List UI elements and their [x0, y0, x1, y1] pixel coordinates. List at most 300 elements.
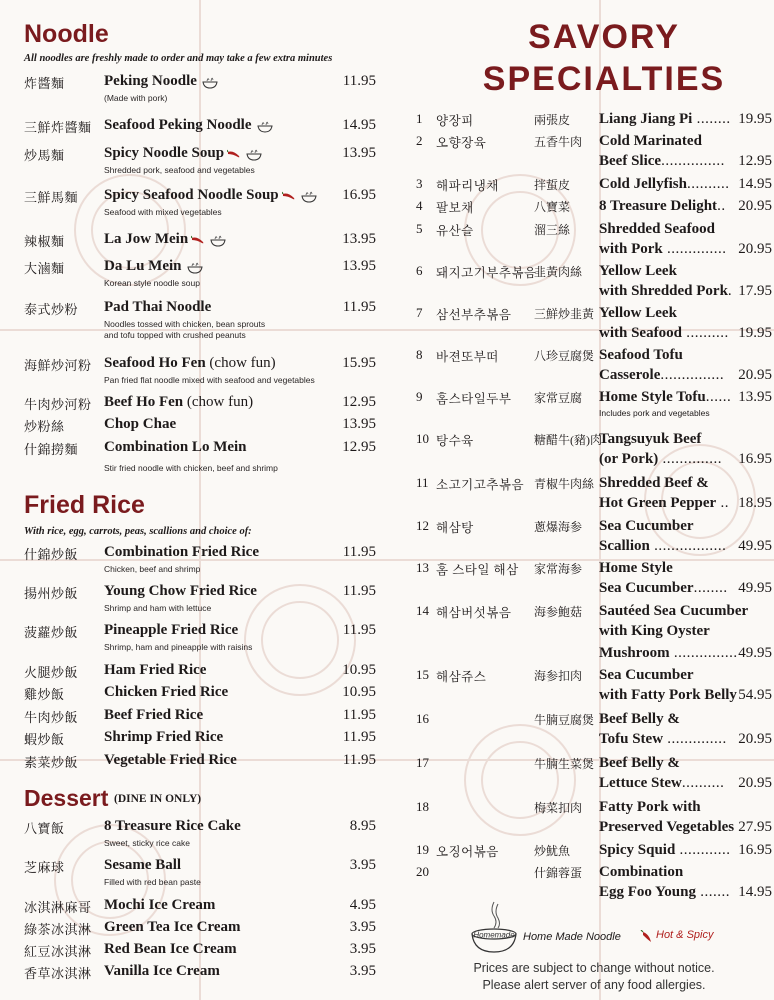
item-chinese: 牛肉炒飯 — [24, 710, 79, 725]
item-name: Vanilla Ice Cream — [104, 963, 220, 979]
item-name: Combination Lo Mein — [104, 439, 247, 455]
item-chinese: 火腿炒飯 — [24, 665, 79, 680]
specialty-name-text: Seafood Tofu — [599, 347, 683, 363]
specialty-name-text: Casserole — [599, 367, 661, 383]
specialty-price: 49.95 — [738, 538, 772, 554]
specialty-name-line2 — [599, 451, 722, 468]
specialty-item — [416, 842, 772, 862]
specialty-name-text: Yellow Leek — [599, 305, 677, 321]
specialty-item — [416, 221, 772, 257]
specialty-name-text: Beef Belly & — [599, 711, 680, 727]
specialty-korean: 유산슬 — [436, 224, 474, 238]
specialty-number: 15 — [416, 667, 429, 682]
item-price: 4.95 — [349, 897, 376, 913]
specialty-price: 20.95 — [738, 775, 772, 791]
specialty-name-line1 — [599, 305, 677, 322]
specialty-korean: 홈 스타일 해삼 — [436, 563, 519, 577]
menu-item — [24, 707, 376, 725]
specialty-name-line2 — [599, 819, 734, 836]
leader-dots: ............... — [660, 367, 725, 383]
leader-dots: .......... — [681, 775, 725, 791]
leader-dots: ...... — [705, 389, 732, 405]
specialty-price: 19.95 — [738, 325, 772, 341]
specialty-item — [416, 198, 772, 218]
leader-dots: .. — [717, 198, 726, 214]
specialty-name-line2 — [599, 495, 729, 512]
item-desc: (Made with pork) — [104, 93, 168, 103]
homemade-noodle-icon — [208, 233, 228, 247]
specialty-item — [416, 305, 772, 341]
menu-item — [24, 941, 376, 959]
specialty-name-text: Home Style Tofu — [599, 389, 706, 405]
item-price: 11.95 — [342, 583, 376, 599]
specialty-name-line1 — [599, 560, 673, 577]
menu-item — [24, 857, 376, 887]
item-chinese: 紅豆冰淇淋 — [24, 944, 92, 959]
specialty-number: 6 — [416, 263, 423, 278]
specialty-number: 3 — [416, 176, 423, 191]
specialty-item — [416, 475, 772, 511]
item-name — [104, 187, 319, 204]
specialties-title-line2: SPECIALTIES — [482, 60, 726, 98]
specialty-name-line2 — [599, 538, 726, 555]
specialty-number: 9 — [416, 389, 423, 404]
item-price: 12.95 — [342, 439, 376, 455]
specialty-chinese: 家常海参 — [534, 562, 583, 576]
specialty-number: 20 — [416, 864, 429, 879]
item-desc: Filled with red bean paste — [104, 877, 201, 887]
item-name: Sesame Ball — [104, 857, 182, 873]
item-name-text: Seafood Ho Fen — [104, 355, 206, 371]
item-price: 11.95 — [342, 73, 376, 89]
specialty-item — [416, 263, 772, 299]
menu-item — [24, 662, 376, 680]
specialty-korean: 오향장육 — [436, 136, 487, 150]
specialty-name-line1 — [599, 176, 729, 193]
menu-item — [24, 818, 376, 848]
item-chinese: 大滷麵 — [24, 261, 65, 276]
specialty-name-text: Egg Foo Young — [599, 884, 696, 900]
specialty-name-line1 — [599, 221, 715, 238]
specialty-name-line2 — [599, 687, 737, 704]
menu-item — [24, 919, 376, 937]
item-name — [104, 231, 228, 248]
item-chinese: 三鮮馬麵 — [24, 190, 79, 205]
menu-item — [24, 416, 376, 434]
specialty-name-line1 — [599, 198, 726, 215]
specialty-price: 17.95 — [738, 283, 772, 299]
specialty-item — [416, 711, 772, 747]
item-price: 11.95 — [342, 729, 376, 745]
item-desc: Sweet, sticky rice cake — [104, 838, 190, 848]
specialty-name-line2 — [599, 241, 727, 258]
menu-item — [24, 145, 376, 175]
specialty-name-line1 — [599, 431, 701, 448]
specialty-number: 12 — [416, 518, 429, 533]
specialty-price: 54.95 — [738, 687, 772, 703]
item-price: 3.95 — [349, 919, 376, 935]
specialty-chinese: 八珍豆腐煲 — [534, 349, 595, 363]
specialty-item — [416, 111, 772, 131]
item-name-extra: (chow fun) — [183, 394, 254, 410]
specialty-chinese: 八寶菜 — [534, 200, 571, 214]
item-price: 8.95 — [349, 818, 376, 834]
specialty-chinese: 兩張皮 — [534, 113, 571, 127]
specialty-name-line1 — [599, 389, 731, 406]
specialty-price: 14.95 — [738, 884, 772, 900]
item-chinese: 泰式炒粉 — [24, 302, 79, 317]
specialty-name-text: Shredded Beef & — [599, 475, 709, 491]
item-chinese: 辣椒麵 — [24, 234, 65, 249]
specialty-name-text: Shredded Seafood — [599, 221, 716, 237]
dessert-title: Dessert — [24, 785, 109, 811]
specialty-korean: 해삼버섯볶음 — [436, 606, 512, 620]
specialty-name-line1 — [599, 864, 683, 881]
specialty-name-text: Hot Green Pepper — [599, 495, 717, 511]
specialty-chinese: 牛腩豆腐煲 — [534, 713, 595, 727]
specialty-korean: 팔보채 — [436, 201, 474, 215]
specialty-price: 20.95 — [738, 367, 772, 383]
specialty-name-line1 — [599, 667, 694, 684]
item-name-text: Spicy Noodle Soup — [104, 145, 225, 161]
specialty-chinese: 五香牛肉 — [534, 135, 583, 149]
leader-dots: ........ — [692, 111, 731, 127]
specialty-korean: 홈스타일두부 — [436, 392, 512, 406]
specialty-name-text: Spicy Squid — [599, 842, 676, 858]
specialty-chinese: 炒魷魚 — [534, 844, 571, 858]
item-name: Red Bean Ice Cream — [104, 941, 237, 957]
menu-item — [24, 583, 376, 613]
item-chinese: 香草冰淇淋 — [24, 966, 92, 981]
item-name — [104, 258, 205, 275]
item-desc: Shrimp, ham and pineapple with raisins — [104, 642, 253, 652]
item-desc: Pan fried flat noodle mixed with seafood and vegetables — [104, 375, 315, 385]
menu-item — [24, 117, 376, 135]
menu-item — [24, 258, 376, 288]
specialty-price: 14.95 — [738, 176, 772, 192]
item-name-text: Seafood Peking Noodle — [104, 117, 252, 133]
item-chinese: 素菜炒飯 — [24, 755, 79, 770]
item-price: 13.95 — [342, 258, 376, 274]
menu-item — [24, 544, 376, 574]
item-chinese: 炸醬麵 — [24, 76, 65, 91]
hot-spicy-legend-label: Hot & Spicy — [656, 929, 714, 941]
specialty-name-line1 — [599, 799, 701, 816]
item-desc-line2: and tofu topped with crushed peanuts — [104, 330, 246, 340]
item-price: 11.95 — [342, 622, 376, 638]
specialty-name-text: Liang Jiang Pi — [599, 111, 693, 127]
item-price: 13.95 — [342, 416, 376, 432]
specialty-item — [416, 133, 772, 169]
item-price: 11.95 — [342, 707, 376, 723]
specialty-name-text: Cold Marinated — [599, 133, 702, 149]
specialty-chinese: 拌蜇皮 — [534, 178, 571, 192]
menu-item — [24, 299, 376, 340]
item-price: 14.95 — [342, 117, 376, 133]
item-price: 3.95 — [349, 963, 376, 979]
item-price: 11.95 — [342, 752, 376, 768]
menu-item — [24, 729, 376, 747]
specialty-number: 1 — [416, 111, 423, 126]
specialty-name-line1 — [599, 133, 702, 150]
specialty-number: 2 — [416, 133, 423, 148]
specialty-item — [416, 603, 772, 661]
specialty-name-text: Sea Cucumber — [599, 667, 694, 683]
menu-item — [24, 684, 376, 702]
homemade-badge-text: Homemade — [473, 930, 515, 940]
specialty-name-text: Lettuce Stew — [599, 775, 682, 791]
noodle-title: Noodle — [24, 20, 109, 48]
specialty-name-line2 — [599, 623, 710, 640]
item-name — [104, 117, 275, 134]
item-price: 13.95 — [342, 231, 376, 247]
item-desc: Stir fried noodle with chicken, beef and shrimp — [104, 463, 278, 473]
specialty-price: 20.95 — [738, 241, 772, 257]
item-desc: Shredded pork, seafood and vegetables — [104, 165, 255, 175]
item-name: Mochi Ice Cream — [104, 897, 216, 913]
specialty-item — [416, 176, 772, 196]
specialty-korean: 탕수육 — [436, 434, 474, 448]
item-chinese: 蝦炒飯 — [24, 732, 65, 747]
menu-item — [24, 355, 376, 385]
specialty-chinese: 梅菜扣肉 — [534, 801, 583, 815]
item-desc: Chicken, beef and shrimp — [104, 564, 201, 574]
specialty-price: 49.95 — [738, 580, 772, 596]
specialty-name-line2 — [599, 731, 727, 748]
leader-dots: .......... — [686, 176, 730, 192]
specialty-price: 49.95 — [738, 645, 772, 661]
menu-item — [24, 231, 376, 249]
item-name-text: Beef Ho Fen — [104, 394, 184, 410]
leader-dots: .............. — [658, 451, 723, 467]
specialty-chinese: 家常豆腐 — [534, 391, 583, 405]
specialty-name-text: Sea Cucumber — [599, 580, 694, 596]
specialty-number: 4 — [416, 198, 423, 213]
item-name-text: Peking Noodle — [104, 73, 197, 89]
specialty-korean: 오징어볶음 — [436, 845, 499, 859]
item-name: Chicken Fried Rice — [104, 684, 229, 700]
item-name-text: Spicy Seafood Noodle Soup — [104, 187, 279, 203]
menu-item — [24, 897, 376, 915]
hot-spicy-icon — [191, 235, 205, 245]
homemade-legend-label: Home Made Noodle — [523, 931, 621, 943]
specialty-chinese: 溜三絲 — [534, 223, 571, 237]
legend — [466, 900, 766, 960]
hot-spicy-icon — [640, 930, 654, 944]
specialty-item — [416, 518, 772, 554]
menu-item — [24, 187, 376, 217]
specialty-chinese: 蔥爆海参 — [534, 520, 583, 534]
specialty-number: 14 — [416, 603, 429, 618]
leader-dots: ............... — [669, 645, 738, 661]
specialty-chinese: 海参扣肉 — [534, 669, 583, 683]
specialty-name-text: with King Oyster — [599, 623, 710, 639]
specialty-name-text: Scallion — [599, 538, 650, 554]
specialty-korean: 바젼또부떠 — [436, 350, 499, 364]
item-desc-line1: Noodles tossed with chicken, bean sprouts — [104, 319, 266, 329]
specialty-item — [416, 667, 772, 703]
specialty-item — [416, 799, 772, 835]
specialty-chinese: 什錦蓉蛋 — [534, 866, 583, 880]
item-chinese: 什錦炒飯 — [24, 547, 79, 562]
item-name — [104, 73, 220, 90]
item-price: 11.95 — [342, 299, 376, 315]
specialty-name-text: with Fatty Pork Belly — [599, 687, 737, 703]
specialty-name-text: Combination — [599, 864, 684, 880]
specialty-price: 16.95 — [738, 842, 772, 858]
specialty-price: 27.95 — [738, 819, 772, 835]
leader-dots: ........ — [693, 580, 728, 596]
specialty-chinese: 三鮮炒韭黃 — [534, 307, 595, 321]
item-name — [104, 145, 264, 162]
item-desc — [104, 319, 265, 341]
specialty-chinese: 糖醋牛(豬)肉 — [534, 433, 602, 447]
item-price: 12.95 — [342, 394, 376, 410]
specialty-name-line1 — [599, 603, 748, 620]
specialty-item — [416, 755, 772, 791]
specialty-chinese: 韭黃肉絲 — [534, 265, 583, 279]
specialties-title-line1: SAVORY — [528, 18, 680, 56]
item-name: 8 Treasure Rice Cake — [104, 818, 241, 834]
item-name: Chop Chae — [104, 416, 177, 432]
specialty-korean: 소고기고추볶음 — [436, 478, 525, 492]
item-price: 10.95 — [342, 684, 376, 700]
specialty-name-text: Mushroom — [599, 645, 670, 661]
specialty-name-line1 — [599, 711, 680, 728]
item-price: 15.95 — [342, 355, 376, 371]
specialty-korean: 양장피 — [436, 114, 474, 128]
specialty-name-line2 — [599, 153, 725, 170]
item-name: Beef Fried Rice — [104, 707, 204, 723]
specialty-name-line2 — [599, 884, 730, 901]
specialty-name-line1 — [599, 518, 694, 535]
specialty-number: 10 — [416, 431, 429, 446]
item-chinese: 炒粉絲 — [24, 419, 65, 434]
specialty-name-text: with Shredded Pork — [599, 283, 728, 299]
specialty-name-text: Preserved Vegetables — [599, 819, 735, 835]
item-name-text: La Jow Mein — [104, 231, 189, 247]
fried-rice-title: Fried Rice — [24, 491, 145, 519]
item-price: 10.95 — [342, 662, 376, 678]
item-price: 13.95 — [342, 145, 376, 161]
specialty-chinese: 海参鮑菇 — [534, 605, 583, 619]
specialty-item — [416, 389, 772, 418]
specialty-name-text: Tangsuyuk Beef — [599, 431, 702, 447]
specialty-name-line2 — [599, 367, 724, 384]
menu-item — [24, 73, 376, 103]
specialty-name-line2 — [599, 283, 732, 300]
specialty-number: 17 — [416, 755, 429, 770]
item-name: Ham Fried Rice — [104, 662, 207, 678]
specialty-number: 7 — [416, 305, 423, 320]
leader-dots: .............. — [663, 731, 727, 747]
item-price: 3.95 — [349, 941, 376, 957]
specialty-name-text: Home Style — [599, 560, 673, 576]
item-chinese: 八寶飯 — [24, 821, 65, 836]
specialty-item — [416, 560, 772, 596]
homemade-noodle-icon — [185, 260, 205, 274]
menu-item — [24, 439, 376, 473]
specialty-desc: Includes pork and vegetables — [599, 408, 710, 418]
specialty-number: 5 — [416, 221, 423, 236]
dessert-note: (DINE IN ONLY) — [114, 793, 202, 805]
specialty-name-line2 — [599, 325, 729, 342]
menu-item — [24, 394, 376, 412]
hot-spicy-icon — [227, 149, 241, 159]
specialty-name-line1 — [599, 755, 680, 772]
item-desc: Seafood with mixed vegetables — [104, 207, 222, 217]
item-desc: Korean style noodle soup — [104, 278, 200, 288]
specialty-name-text: (or Pork) — [599, 451, 659, 467]
specialty-name-line1 — [599, 475, 709, 492]
specialty-item — [416, 431, 772, 467]
specialty-price: 13.95 — [738, 389, 772, 405]
leader-dots: .. — [716, 495, 729, 511]
specialty-name-text: Sautéed Sea Cucumber — [599, 603, 749, 619]
item-name: Shrimp Fried Rice — [104, 729, 224, 745]
specialty-name-line3 — [599, 645, 738, 662]
item-desc: Shrimp and ham with lettuce — [104, 603, 212, 613]
specialty-name-text: with Pork — [599, 241, 663, 257]
item-chinese: 芝麻球 — [24, 860, 65, 875]
specialty-name-line1 — [599, 842, 731, 859]
item-chinese: 雞炒飯 — [24, 687, 65, 702]
item-chinese: 牛肉炒河粉 — [24, 397, 92, 412]
specialty-name-text: 8 Treasure Delight — [599, 198, 718, 214]
specialty-name-text: Cold Jellyfish — [599, 176, 687, 192]
leader-dots: ....... — [695, 884, 730, 900]
item-chinese: 三鮮炸醬麵 — [24, 120, 92, 135]
specialty-korean: 해삼탕 — [436, 521, 474, 535]
specialty-item — [416, 864, 772, 900]
item-name: Pad Thai Noodle — [104, 299, 212, 315]
leader-dots: ............... — [661, 153, 725, 169]
homemade-noodle-icon — [255, 119, 275, 133]
homemade-noodle-icon — [468, 900, 520, 956]
specialty-chinese: 牛腩生菜煲 — [534, 757, 595, 771]
item-chinese: 炒馬麵 — [24, 148, 65, 163]
item-chinese: 什錦撈麵 — [24, 442, 79, 457]
leader-dots: .......... — [681, 325, 729, 341]
specialty-item — [416, 347, 772, 383]
specialty-chinese: 青椒牛肉絲 — [534, 477, 595, 491]
noodle-note: All noodles are freshly made to order and may take a few extra minutes — [24, 53, 333, 64]
fried-rice-note: With rice, egg, carrots, peas, scallions and choice of: — [24, 526, 252, 537]
menu-item — [24, 622, 376, 652]
specialty-price: 12.95 — [738, 153, 772, 169]
specialty-name-line1 — [599, 347, 683, 364]
specialty-name-text: Tofu Stew — [599, 731, 664, 747]
specialty-name-text: Fatty Pork with — [599, 799, 701, 815]
item-name — [104, 394, 253, 411]
specialty-name-text: Beef Slice — [599, 153, 662, 169]
homemade-noodle-icon — [200, 75, 220, 89]
specialty-number: 19 — [416, 842, 429, 857]
item-name: Combination Fried Rice — [104, 544, 259, 560]
specialty-price: 20.95 — [738, 731, 772, 747]
specialty-name-text: Yellow Leek — [599, 263, 677, 279]
specialty-price: 16.95 — [738, 451, 772, 467]
specialty-name-text: with Seafood — [599, 325, 682, 341]
specialty-korean: 해파리냉채 — [436, 179, 499, 193]
specialty-price: 19.95 — [738, 111, 772, 127]
item-chinese: 冰淇淋麻哥 — [24, 900, 92, 915]
leader-dots: . — [727, 283, 733, 299]
homemade-noodle-icon — [299, 189, 319, 203]
specialty-number: 8 — [416, 347, 423, 362]
item-chinese: 綠茶冰淇淋 — [24, 922, 92, 937]
item-name: Vegetable Fried Rice — [104, 752, 237, 768]
